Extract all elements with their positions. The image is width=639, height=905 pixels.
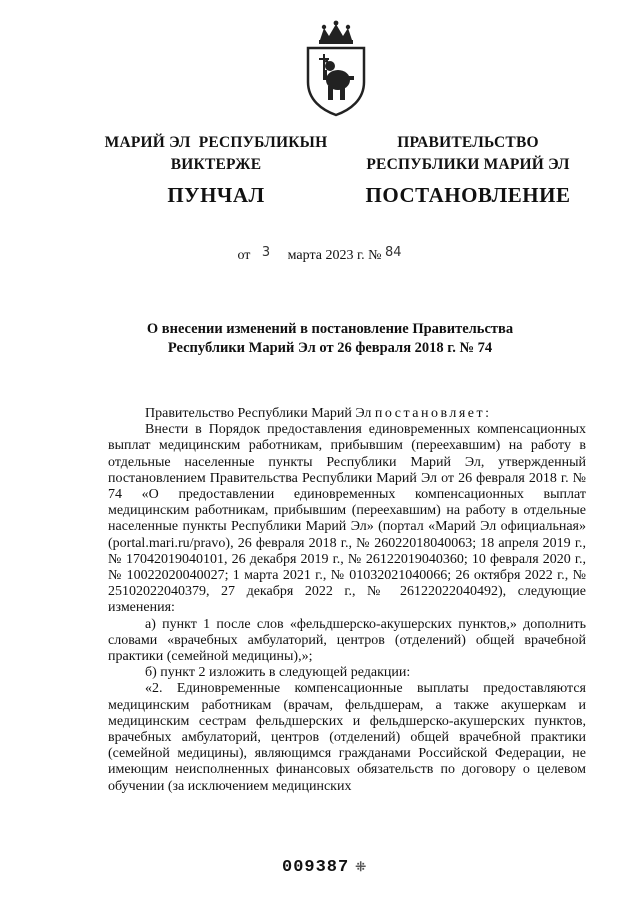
date-prefix: от — [237, 248, 251, 263]
document-subject — [110, 320, 550, 358]
serial-stamp — [282, 858, 367, 877]
subject-line1: О внесении изменений в постановление Правительства — [146, 321, 514, 337]
coat-of-arms-icon — [300, 18, 372, 118]
header-left-line1: МАРИЙ ЭЛ РЕСПУБЛИКЫН — [104, 134, 328, 151]
header-left-doc-type: ПУНЧАЛ — [167, 183, 265, 207]
serial-number: 009387 — [282, 858, 350, 877]
intro-paragraph — [108, 406, 586, 422]
intro-prefix: Правительство Республики Марий Эл — [145, 406, 375, 421]
paragraph-1: Внести в Порядок предоставления единовременных компенсационных выплат медицинским работникам, прибывшим (переехавшим) на работу в отдельные населенные пункты Республики Марий Эл, утвержденный постановлением Правительства Республики Марий Эл от 26 февраля 2018 г. № 74 «О предоставлении единовременных компенсационных выплат медицинским работникам, прибывшим (переехавшим) на работу в отдельные населенные пункты Республики Марий Эл» (портал «Марий Эл официальная» (portal.mari.ru/pravo), 26 февраля 2018 г., № 26022018040063; 18 апреля 2019 г., № 17042019040101, 26 декабря 2019 г., № 26122019040360; 10 февраля 2020 г., № 10022020040027; 1 марта 2021 г., № 01032021040066; 26 октября 2022 г., № 25102022040379, 27 декабря 2022 г., № 26122022040492), следующие изменения: — [108, 422, 586, 616]
date-rest: марта 2023 г. № — [287, 248, 382, 263]
document-body — [108, 406, 586, 795]
paragraph-3: б) пункт 2 изложить в следующей редакции: — [145, 665, 411, 681]
header-right-doc-type: ПОСТАНОВЛЕНИЕ — [365, 183, 571, 207]
document-number: 84 — [385, 245, 402, 260]
document-dateline — [0, 245, 639, 264]
header-right-line2: РЕСПУБЛИКИ МАРИЙ ЭЛ — [366, 156, 570, 173]
intro-resolves: постановляет: — [374, 406, 492, 421]
header-right-line1: ПРАВИТЕЛЬСТВО — [397, 134, 539, 151]
date-day: 3 — [261, 245, 271, 260]
paragraph-4: «2. Единовременные компенсационные выплаты предоставляются медицинским работникам (врачам, фельдшерам, а также акушеркам и медицинским сестрам фельдшерских и фельдшерско-акушерских пунктов, врачебных амбулаторий, центров (отделений) общей врачебной практики (семейной медицины), являющимся гражданами Российской Федерации, не имеющим неисполненных финансовых обязательств по договору о целевом обучении (за исключением медицинских — [108, 681, 586, 794]
header-left-line2: ВИКТЕРЖЕ — [170, 156, 262, 173]
stamp-mark-icon: ⁜ — [355, 860, 368, 875]
header-right — [348, 132, 588, 210]
header-left — [96, 132, 336, 210]
subject-line2: Республики Марий Эл от 26 февраля 2018 г. № 74 — [167, 340, 493, 356]
paragraph-2: а) пункт 1 после слов «фельдшерско-акушерских пунктов,» дополнить словами «врачебных амбулаторий, центров (отделений) общей врачебной практики (семейной медицины),»; — [108, 616, 586, 665]
